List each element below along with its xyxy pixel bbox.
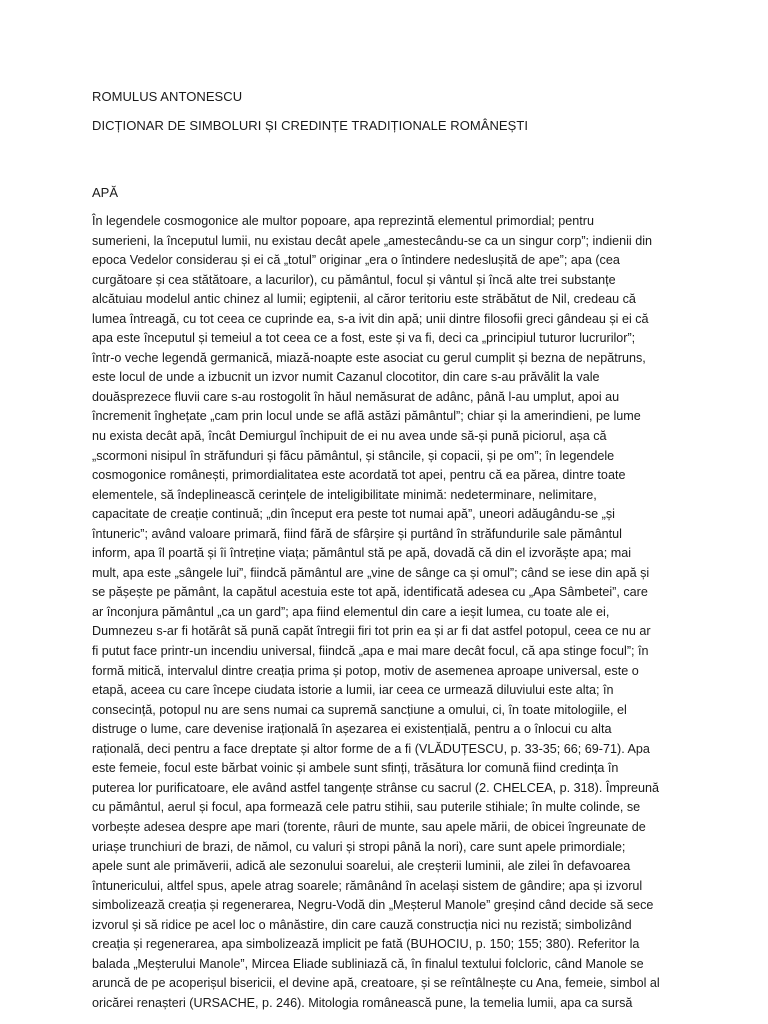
body-line: nu exista decât apă, încât Demiurgul închipuit de ei nu avea unde să-și pună piciorul, așa că [92,429,607,444]
body-line: lumea întreagă, cu tot ceea ce cuprinde ea, s-a ivit din apă; unii dintre filosofii greci gândeau și ei că [92,311,649,326]
author-name: ROMULUS ANTONESCU [92,89,243,104]
entry-heading: APĂ [92,185,119,200]
body-line: într-o veche legendă germanică, miază-noapte este asociat cu gerul cumplit și bezna de nepătruns, [92,350,646,365]
body-line: ar înconjura pământul „ca un gard”; apa fiind elementul din care a ieșit lumea, cu toate ale ei, [92,604,610,619]
body-line: distruge o lume, care devenise irațională în așezarea ei existențială, pentru a o înlocui cu alta [92,722,612,737]
body-line: este locul de unde a izbucnit un izvor numit Cazanul clocotitor, din care s-au prăvălit la vale [92,370,600,385]
body-line: cosmogonice românești, primordialitatea este acordată tot apei, pentru că ea părea, dintre toate [92,468,626,483]
body-line: se pășește pe pământ, la capătul acestuia este tot apă, identificată adesea cu „Apa Sâmbetei”, care [92,585,648,600]
body-line: curgătoare și cea stătătoare, a lacurilor), cu pământul, focul și vântul și încă alte trei substanțe [92,272,616,287]
body-line: apele sunt ale primăverii, adică ale sezonului soarelui, ale creșterii luminii, ale zilei în defavoarea [92,859,631,874]
body-line: sumerieni, la începutul lumii, nu existau decât apele „amestecându-se ca un singur corp”; indienii din [92,233,653,248]
body-line: întuneric”; având valoare primară, fiind fără de sfârșire și purtând în străfundurile sale pământul [92,526,622,541]
body-line: apa este începutul și temeiul a tot ceea ce a fost, este și va fi, deci ca „principiul tuturor lucrurilor”; [92,331,636,346]
body-line: uriașe trunchiuri de brazi, de nămol, cu valuri și stropi până la nori), care sunt apele primordiale; [92,839,626,854]
body-line: alcătuiau modelul antic chinez al lumii; egiptenii, al căror teritoriu este străbătut de Nil, credeau că [92,292,636,307]
body-line: oricărei renașteri (URSACHE, p. 246). Mitologia românească pune, la temelia lumii, apa ca sursă [92,995,633,1010]
document-page [92,88,704,1013]
body-line: este femeie, focul este bărbat voinic și ambele sunt sfinți, trăsătura lor comună fiind credința în [92,761,619,776]
body-line: mult, apa este „sângele lui”, fiindcă pământul are „vine de sânge ca și omul”; când se iese din apă și [92,565,650,580]
body-line: vorbește adesea despre ape mari (torente, râuri de munte, sau apele mării, de obicei îngreunate de [92,819,646,834]
body-line: Dumnezeu s-ar fi hotărât să pună capăt întregii firi tot prin ea și ar fi dat astfel potopul, ceea ce nu ar [92,624,651,639]
body-line: aruncă de pe acoperișul bisericii, el devine apă, creatoare, și se reîntâlnește cu Ana, femeie, simbol al [92,976,660,991]
body-line: În legendele cosmogonice ale multor popoare, apa reprezintă elementul primordial; pentru [92,214,594,228]
body-line: inform, apa îl poartă și îi întreține viața; pământul stă pe apă, dovadă că din el izvorăște apa; mai [92,546,632,561]
body-line: capacitate de creație continuă; „din început era peste tot numai apă”, uneori adăugându-se „și [92,507,615,522]
body-line: fi putut face printr-un incendiu universal, fiindcă „apa e mai mare decât focul, că apa stinge focul”; în [92,644,649,659]
body-line: epoca Vedelor considerau și ei că „totul” originar „era o întindere nedeslușită de ape”; apa (cea [92,253,620,268]
body-line: încremenit înghețate „cam prin locul unde se află astăzi pământul”; chiar și la amerindieni, pe lume [92,409,641,424]
body-line: douăsprezece fluvii care s-au rostogolit în hăul nemăsurat de adânc, până l-au umplut, apoi au [92,389,620,404]
body-line: creația și regenerarea, apa simbolizează implicit pe fată (BUHOCIU, p. 150; 155; 380). Referitor la [92,937,640,952]
body-line: consecință, potopul nu are sens numai ca supremă sancțiune a omului, ci, în toate mitologiile, el [92,702,627,717]
body-line: simbolizează creația și regenerarea, Negru-Vodă din „Meșterul Manole” greșind când decide să sece [92,898,654,913]
body-line: puterea lor purificatoare, ele având astfel tangențe strânse cu sacrul (2. CHELCEA, p. 318). Împreună [92,780,660,795]
body-line: etapă, aceea cu care începe ciudata istorie a lumii, iar ceea ce urmează diluviului este alta; în [92,683,614,698]
body-line: elementele, să îndeplinească cerințele de inteligibilitate minimă: nedeterminare, nelimitare, [92,487,597,502]
body-line: rațională, deci pentru a face dreptate și altor forme de a fi (VLĂDUȚESCU, p. 33-35; 66; 69-71). Apa [92,741,650,756]
body-line: izvorul și să ridice pe acel loc o mânăstire, din care cauză construcția nici nu rezistă; simbolizând [92,917,632,932]
body-line: balada „Meșterului Manole”, Mircea Eliade subliniază că, în finalul textului folcloric, când Manole se [92,956,644,971]
body-line: „scormoni nisipul în străfunduri și făcu pământul, și stâncile, și copacii, și pe om”; în legendele [92,448,615,463]
body-line: formă mitică, intervalul dintre creația prima și potop, motiv de asemenea aproape universal, este o [92,663,639,678]
body-line: cu pământul, aerul și focul, apa formează cele patru stihii, sau puterile stihiale; în multe colinde, se [92,800,641,815]
book-title: DICȚIONAR DE SIMBOLURI ȘI CREDINȚE TRADIȚIONALE ROMÂNEȘTI [92,118,528,133]
body-line: întunericului, altfel spus, apele atrag soarele; rămânând în același sistem de gândire; apa și izvorul [92,878,643,893]
entry-body-paragraph [92,212,704,1013]
